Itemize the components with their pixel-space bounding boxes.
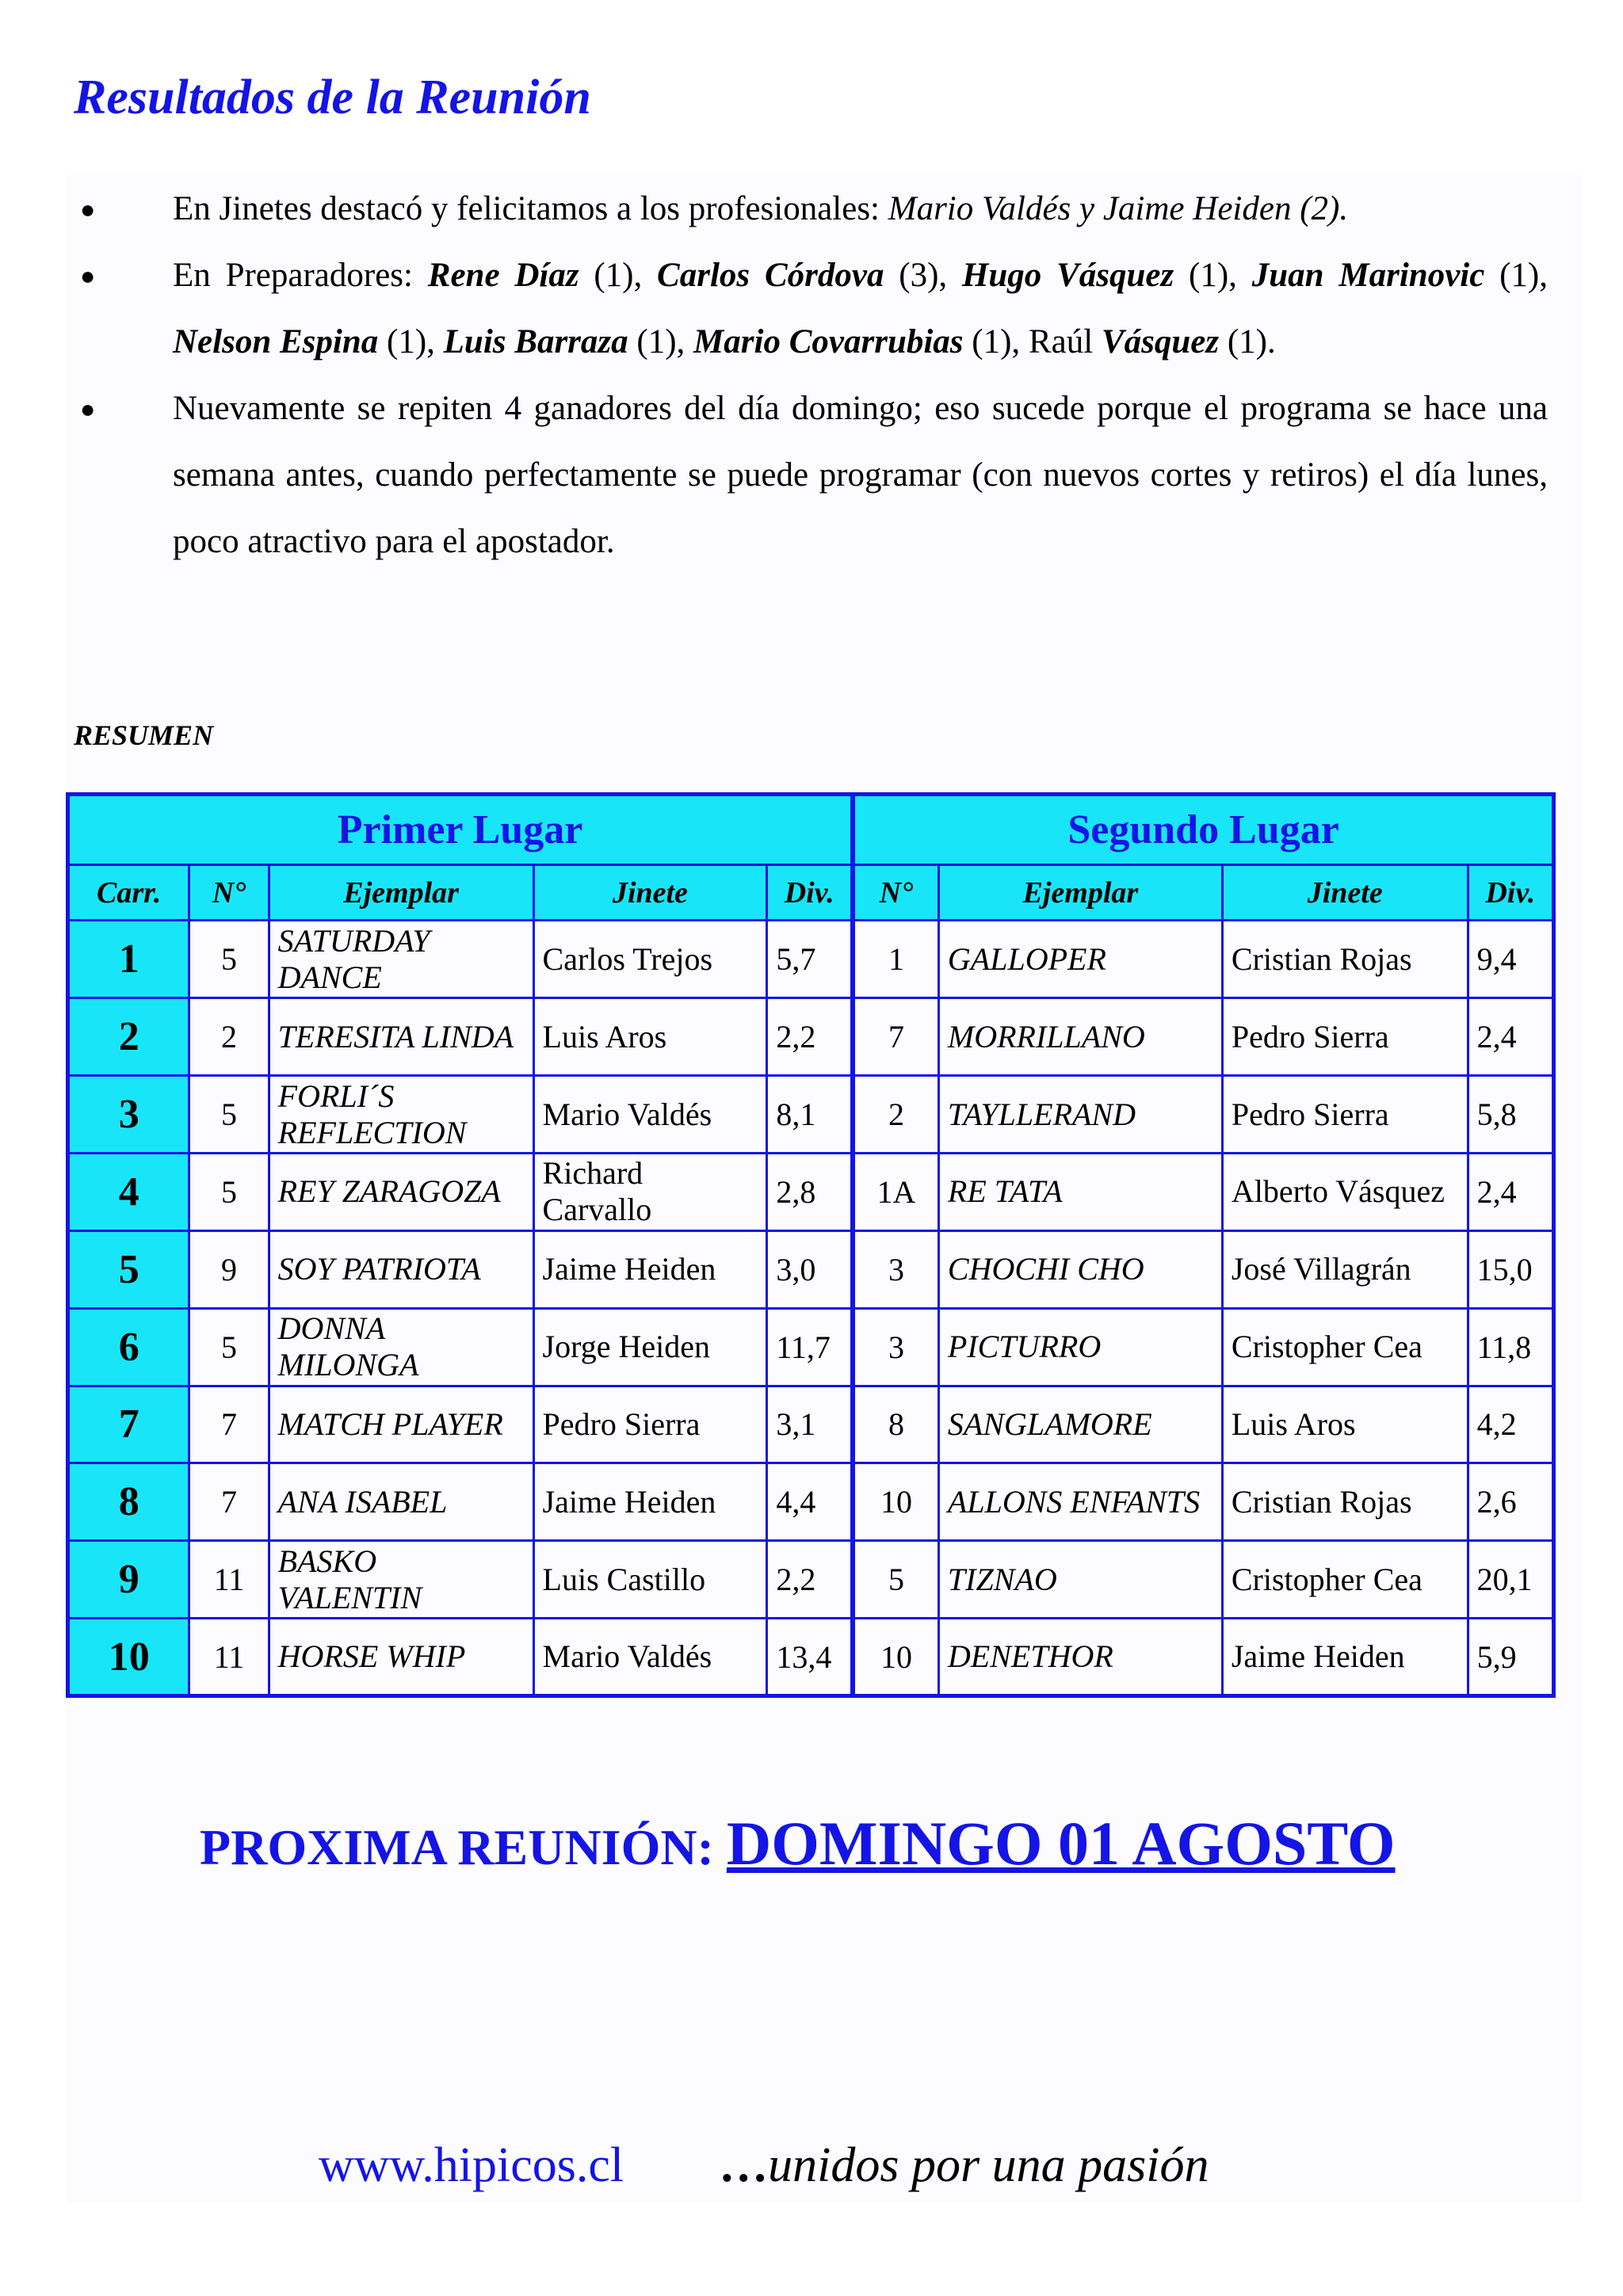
winner-number: 11 — [189, 1619, 269, 1696]
winner-dividend: 8,1 — [767, 1076, 853, 1154]
winner-horse: TERESITA LINDA — [269, 998, 533, 1076]
winner-horse: SOY PATRIOTA — [269, 1230, 533, 1308]
winner-horse: HORSE WHIP — [269, 1619, 533, 1696]
table-row — [68, 1153, 1554, 1230]
second-horse: CHOCHI CHO — [938, 1230, 1222, 1308]
winner-number: 11 — [189, 1541, 269, 1619]
second-horse: SANGLAMORE — [938, 1386, 1222, 1463]
second-number: 5 — [853, 1541, 938, 1619]
second-horse: TIZNAO — [938, 1541, 1222, 1619]
winner-number: 5 — [189, 1308, 269, 1386]
bullet-preparadores — [74, 242, 1548, 376]
trainer-name: Mario Covarrubias — [693, 323, 964, 360]
table-row — [68, 1076, 1554, 1154]
winner-jockey: Richard Carvallo — [533, 1153, 767, 1230]
table-row — [68, 1541, 1554, 1619]
table-row — [68, 1386, 1554, 1463]
second-horse: TAYLLERAND — [938, 1076, 1222, 1154]
col-header-num: N° — [189, 864, 269, 921]
race-number: 5 — [68, 1230, 189, 1308]
winner-horse: SATURDAY DANCE — [269, 921, 533, 998]
winner-dividend: 2,2 — [767, 1541, 853, 1619]
winner-dividend: 11,7 — [767, 1308, 853, 1386]
winner-dividend: 3,1 — [767, 1386, 853, 1463]
next-meeting-date: DOMINGO 01 AGOSTO — [726, 1809, 1396, 1878]
winner-horse: BASKO VALENTIN — [269, 1541, 533, 1619]
second-dividend: 20,1 — [1468, 1541, 1553, 1619]
second-jockey: Cristopher Cea — [1222, 1308, 1468, 1386]
footer-slogan — [719, 2138, 1209, 2192]
race-number: 3 — [68, 1076, 189, 1154]
trainer-count: (1), — [579, 257, 658, 294]
second-number: 3 — [853, 1308, 938, 1386]
table-row — [68, 1230, 1554, 1308]
winner-number: 9 — [189, 1230, 269, 1308]
winner-number: 7 — [189, 1463, 269, 1541]
bullet-ganadores — [74, 376, 1548, 575]
second-number: 10 — [853, 1619, 938, 1696]
table-row — [68, 1619, 1554, 1696]
col-header-div: Div. — [767, 864, 853, 921]
trainer-name: Nelson Espina — [173, 323, 379, 360]
winner-dividend: 5,7 — [767, 921, 853, 998]
trainer-name: Luis Barraza — [443, 323, 628, 360]
winner-jockey: Jaime Heiden — [533, 1463, 767, 1541]
winner-jockey: Jaime Heiden — [533, 1230, 767, 1308]
trainer-name: Hugo Vásquez — [961, 257, 1174, 294]
footer-ellipsis: … — [719, 2138, 769, 2192]
column-header-row — [68, 864, 1554, 921]
second-dividend: 5,8 — [1468, 1076, 1553, 1154]
second-dividend: 5,9 — [1468, 1619, 1553, 1696]
second-jockey: Jaime Heiden — [1222, 1619, 1468, 1696]
second-dividend: 2,4 — [1468, 998, 1553, 1076]
winner-jockey: Mario Valdés — [533, 1076, 767, 1154]
second-jockey: José Villagrán — [1222, 1230, 1468, 1308]
bullet-dot-icon: ● — [80, 195, 96, 223]
second-horse: MORRILLANO — [938, 998, 1222, 1076]
table-row — [68, 1463, 1554, 1541]
table-row — [68, 1308, 1554, 1386]
race-number: 1 — [68, 921, 189, 998]
second-number: 8 — [853, 1386, 938, 1463]
bullet-dot-icon: ● — [80, 261, 96, 290]
second-number: 1 — [853, 921, 938, 998]
bullet-jinetes — [74, 176, 1548, 242]
resumen-label: RESUMEN — [74, 719, 214, 751]
trainer-name: Rene Díaz — [427, 257, 579, 294]
second-dividend: 2,6 — [1468, 1463, 1553, 1541]
race-number: 6 — [68, 1308, 189, 1386]
second-number: 10 — [853, 1463, 938, 1541]
second-dividend: 11,8 — [1468, 1308, 1553, 1386]
second-number: 3 — [853, 1230, 938, 1308]
second-horse: DENETHOR — [938, 1619, 1222, 1696]
table-row — [68, 998, 1554, 1076]
footer — [319, 2138, 1209, 2194]
bullet-text: En Preparadores: — [173, 257, 428, 294]
winner-horse: FORLI´S REFLECTION — [269, 1076, 533, 1154]
winner-dividend: 3,0 — [767, 1230, 853, 1308]
trainer-name: Vásquez — [1101, 323, 1220, 360]
second-jockey: Alberto Vásquez — [1222, 1153, 1468, 1230]
col-header-jinete: Jinete — [1222, 864, 1468, 921]
second-jockey: Cristian Rojas — [1222, 921, 1468, 998]
results-table — [66, 792, 1556, 1698]
col-header-ejemplar: Ejemplar — [269, 864, 533, 921]
winner-number: 7 — [189, 1386, 269, 1463]
second-dividend: 9,4 — [1468, 921, 1553, 998]
race-number: 9 — [68, 1541, 189, 1619]
bullet-dot-icon: ● — [80, 395, 96, 423]
page-title: Resultados de la Reunión — [74, 71, 591, 124]
next-meeting-label: PROXIMA REUNIÓN: — [200, 1819, 727, 1875]
winner-dividend: 2,2 — [767, 998, 853, 1076]
trainer-count: (1), — [1484, 257, 1548, 294]
winner-horse: MATCH PLAYER — [269, 1386, 533, 1463]
winner-horse: DONNA MILONGA — [269, 1308, 533, 1386]
winner-number: 5 — [189, 1153, 269, 1230]
winner-jockey: Mario Valdés — [533, 1619, 767, 1696]
second-number: 7 — [853, 998, 938, 1076]
bullet-list — [74, 176, 1548, 575]
trainer-count: (3), — [884, 257, 962, 294]
group-segundo-lugar: Segundo Lugar — [853, 795, 1553, 865]
table-row — [68, 921, 1554, 998]
second-number: 1A — [853, 1153, 938, 1230]
race-number: 8 — [68, 1463, 189, 1541]
race-number: 10 — [68, 1619, 189, 1696]
second-dividend: 15,0 — [1468, 1230, 1553, 1308]
col-header-ejemplar: Ejemplar — [938, 864, 1222, 921]
next-meeting — [200, 1808, 1396, 1879]
second-horse: ALLONS ENFANTS — [938, 1463, 1222, 1541]
second-jockey: Pedro Sierra — [1222, 1076, 1468, 1154]
race-number: 2 — [68, 998, 189, 1076]
bullet-text: En Jinetes destacó y felicitamos a los profesionales: — [173, 190, 888, 227]
second-dividend: 4,2 — [1468, 1386, 1553, 1463]
winner-number: 5 — [189, 1076, 269, 1154]
trainer-count: (1). — [1219, 323, 1276, 360]
race-number: 4 — [68, 1153, 189, 1230]
col-header-num: N° — [853, 864, 938, 921]
winner-horse: REY ZARAGOZA — [269, 1153, 533, 1230]
winner-jockey: Luis Aros — [533, 998, 767, 1076]
group-primer-lugar: Primer Lugar — [68, 795, 854, 865]
winner-dividend: 2,8 — [767, 1153, 853, 1230]
col-header-jinete: Jinete — [533, 864, 767, 921]
winner-dividend: 4,4 — [767, 1463, 853, 1541]
race-number: 7 — [68, 1386, 189, 1463]
winner-number: 5 — [189, 921, 269, 998]
bullet-text: Nuevamente se repiten 4 ganadores del día domingo; eso sucede porque el programa se hace una semana antes, cuando perfectamente se puede programar (con nuevos cortes y retiros) el día lunes, poco atractivo para el apostador. — [173, 390, 1548, 560]
winner-jockey: Jorge Heiden — [533, 1308, 767, 1386]
second-jockey: Luis Aros — [1222, 1386, 1468, 1463]
second-horse: PICTURRO — [938, 1308, 1222, 1386]
footer-slogan-text: unidos por una pasión — [768, 2138, 1209, 2192]
winner-jockey: Carlos Trejos — [533, 921, 767, 998]
winner-dividend: 13,4 — [767, 1619, 853, 1696]
winner-jockey: Luis Castillo — [533, 1541, 767, 1619]
second-jockey: Cristian Rojas — [1222, 1463, 1468, 1541]
trainer-count: (1), — [963, 323, 1029, 360]
second-dividend: 2,4 — [1468, 1153, 1553, 1230]
winner-jockey: Pedro Sierra — [533, 1386, 767, 1463]
group-header-row — [68, 795, 1554, 865]
trainer-first-name: Raúl — [1028, 323, 1102, 360]
second-jockey: Cristopher Cea — [1222, 1541, 1468, 1619]
footer-url: www.hipicos.cl — [319, 2138, 624, 2192]
second-number: 2 — [853, 1076, 938, 1154]
winner-number: 2 — [189, 998, 269, 1076]
col-header-div: Div. — [1468, 864, 1553, 921]
second-jockey: Pedro Sierra — [1222, 998, 1468, 1076]
second-horse: GALLOPER — [938, 921, 1222, 998]
trainer-name: Carlos Córdova — [657, 257, 884, 294]
trainer-name: Juan Marinovic — [1251, 257, 1485, 294]
jockey-names: Mario Valdés y Jaime Heiden (2). — [888, 190, 1349, 227]
second-horse: RE TATA — [938, 1153, 1222, 1230]
trainer-count: (1), — [378, 323, 444, 360]
trainer-count: (1), — [1174, 257, 1252, 294]
winner-horse: ANA ISABEL — [269, 1463, 533, 1541]
trainer-count: (1), — [628, 323, 694, 360]
col-header-carr: Carr. — [68, 864, 189, 921]
